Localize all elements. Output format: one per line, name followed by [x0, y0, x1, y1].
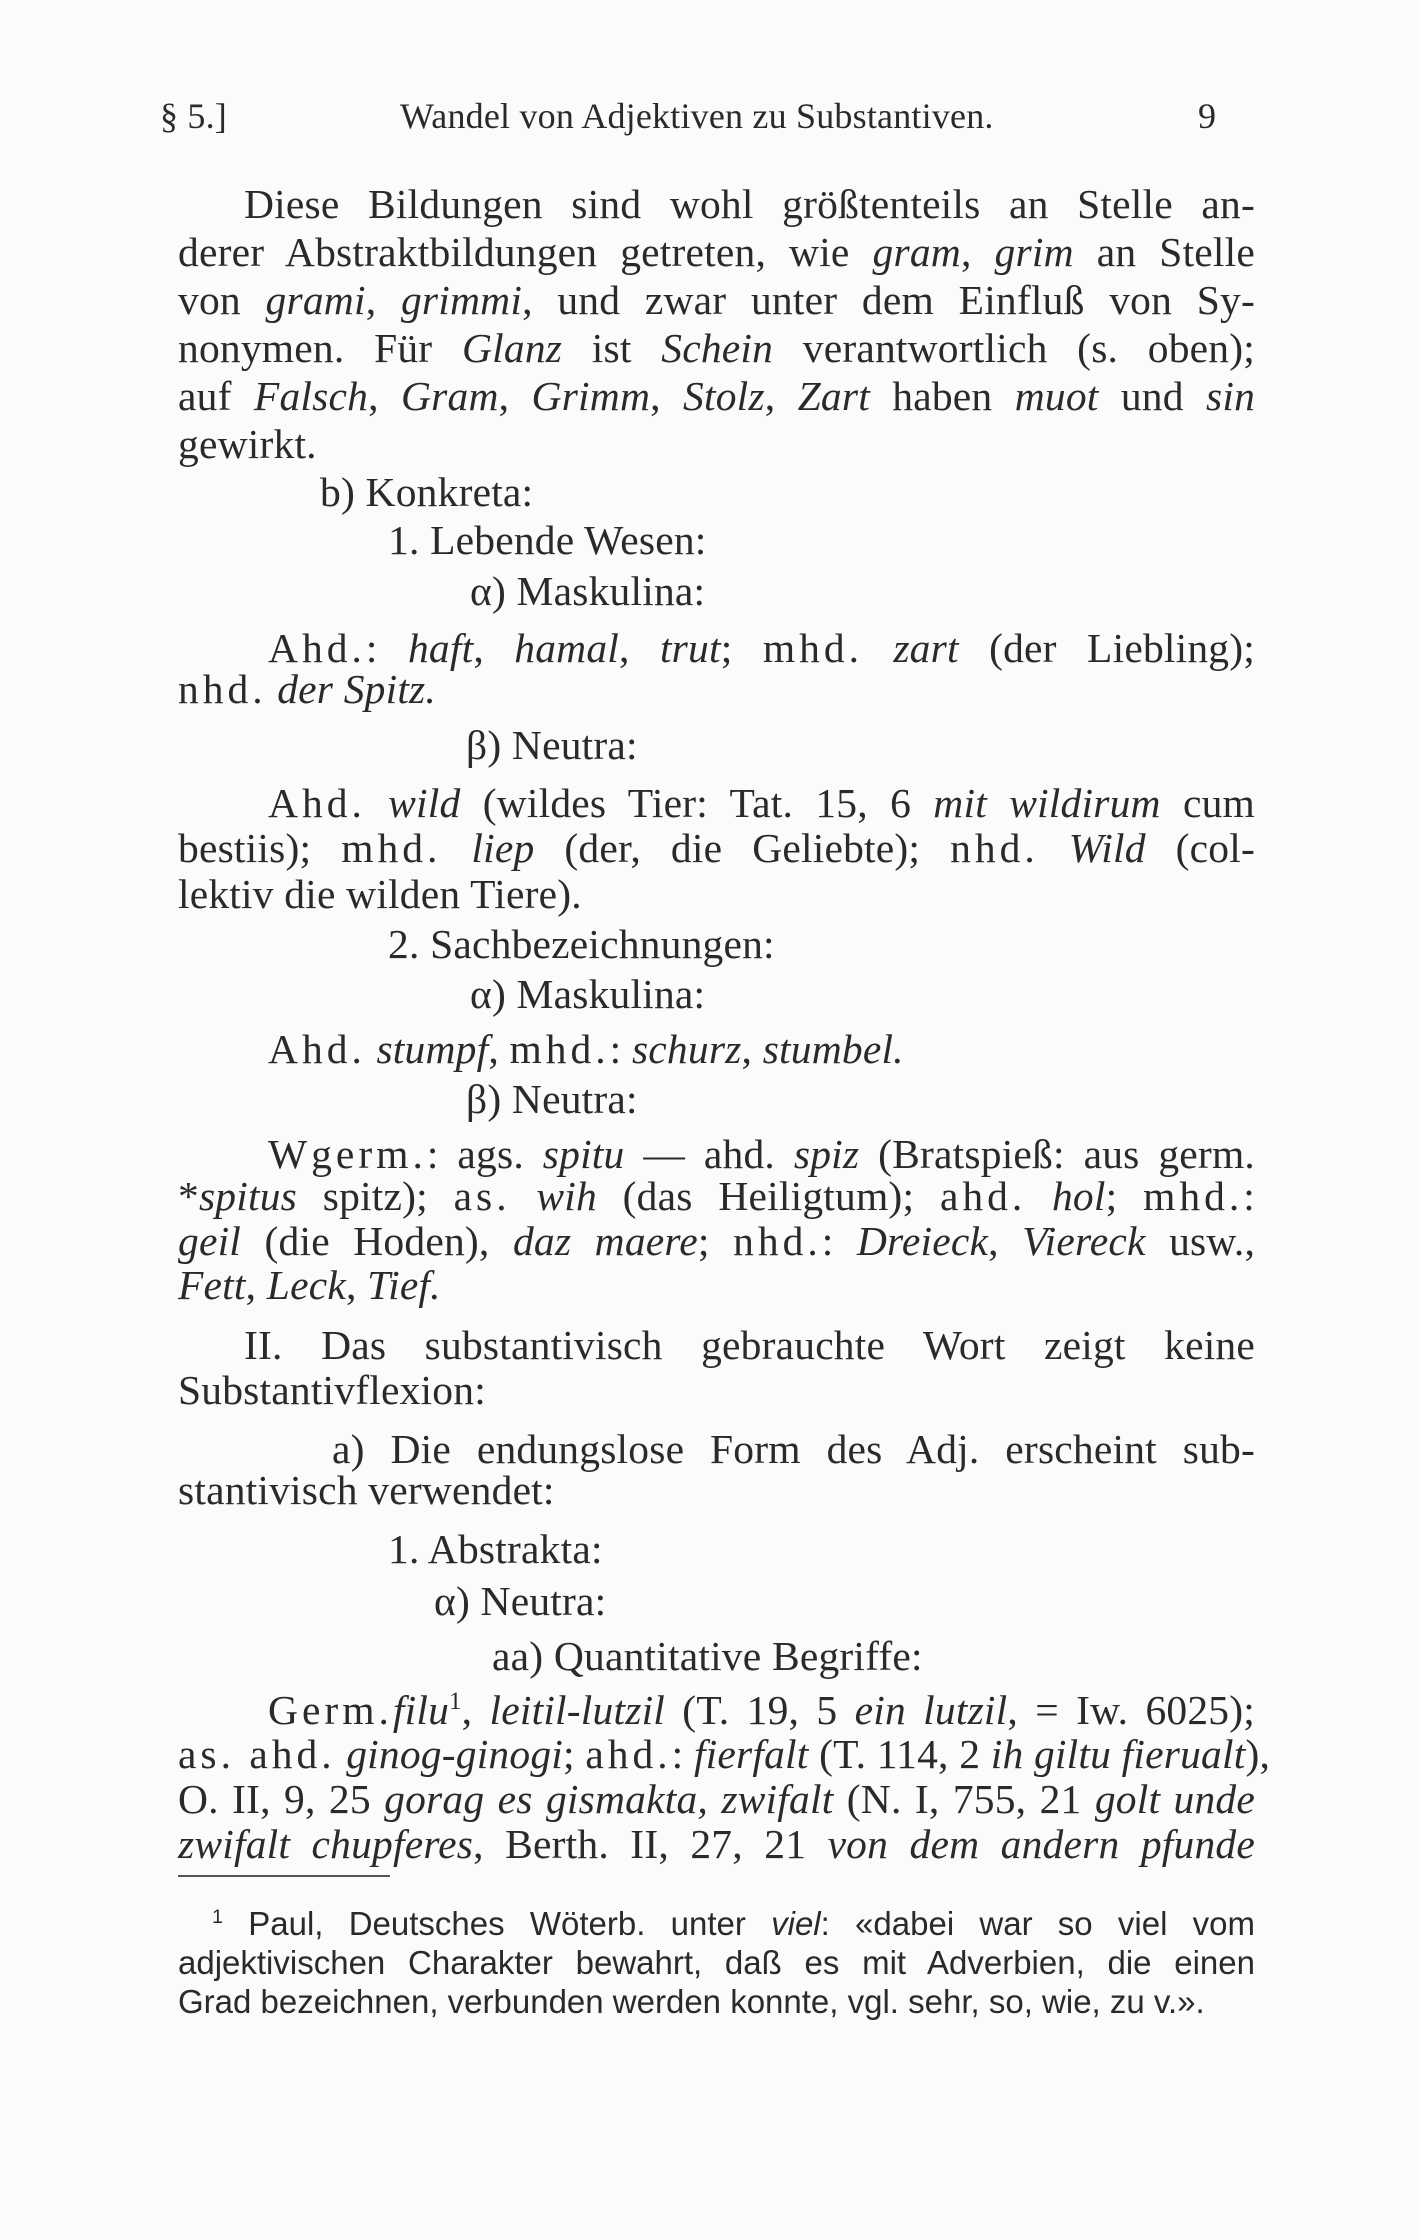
text-line: *spitus spitz); as. wih (das Heiligtum); ahd. hol; mhd.: [178, 1173, 1255, 1219]
footnote-mark: 1 [212, 1906, 224, 1928]
text-line: gewirkt. [178, 421, 317, 467]
footnote-divider [178, 1875, 390, 1877]
subheading: 1. Abstrakta: [388, 1526, 603, 1572]
subheading: b) Konkreta: [320, 469, 534, 515]
text-line: geil (die Hoden), daz maere; nhd.: Dreieck, Viereck usw., [178, 1218, 1256, 1264]
text-line: nhd. der Spitz. [178, 666, 436, 712]
running-title: Wandel von Adjektiven zu Substantiven. [400, 96, 994, 136]
text-line: von grami, grimmi, und zwar unter dem Einfluß von Sy- [178, 277, 1255, 323]
footnote-line: Grad bezeichnen, verbunden werden konnte, vgl. sehr, so, wie, zu v.». [178, 1983, 1205, 2020]
subheading: 2. Sachbezeichnungen: [388, 921, 775, 967]
text-line: Ahd.: haft, hamal, trut; mhd. zart (der Liebling); [268, 625, 1255, 671]
text-line: Ahd. wild (wildes Tier: Tat. 15, 6 mit wildirum cum [268, 780, 1256, 826]
text-line: Fett, Leck, Tief. [178, 1262, 441, 1308]
text-line: nonymen. Für Glanz ist Schein verantwortlich (s. oben); [178, 325, 1255, 371]
text-line: Ahd. stumpf, mhd.: schurz, stumbel. [268, 1026, 904, 1072]
subheading: α) Maskulina: [470, 568, 706, 614]
footnote-line: adjektivischen Charakter bewahrt, daß es mit Adverbien, die einen [178, 1944, 1255, 1981]
subheading: β) Neutra: [466, 1076, 638, 1122]
text-line: Wgerm.: ags. spitu — ahd. spiz (Bratspieß: aus germ. [268, 1131, 1256, 1177]
text-line: bestiis); mhd. liep (der, die Geliebte); nhd. Wild (col- [178, 825, 1255, 871]
text-line: Germ.filu$^1$, leitil-lutzil (T. 19, 5 ein lutzil, = Iw. 6025); [268, 1687, 1255, 1733]
text-line: Substantivflexion: [178, 1367, 486, 1413]
text-line: II. Das substantivisch gebrauchte Wort zeigt keine [244, 1322, 1255, 1368]
text-line: a) Die endungslose Form des Adj. erscheint sub- [332, 1426, 1255, 1472]
subheading: α) Neutra: [434, 1578, 607, 1624]
subheading: β) Neutra: [466, 722, 638, 768]
text-line: auf Falsch, Gram, Grimm, Stolz, Zart haben muot und sin [178, 373, 1256, 419]
text-line: Diese Bildungen sind wohl größtenteils an Stelle an- [244, 181, 1255, 227]
text-line: lektiv die wilden Tiere). [178, 871, 582, 917]
text-line: O. II, 9, 25 gorag es gismakta, zwifalt (N. I, 755, 21 golt unde [178, 1776, 1255, 1822]
text-line: derer Abstraktbildungen getreten, wie gram, grim an Stelle [178, 229, 1256, 275]
text-line: as. ahd. ginog-ginogi; ahd.: fierfalt (T. 114, 2 ih giltu fierualt), [178, 1731, 1271, 1777]
page-number: 9 [1198, 96, 1217, 136]
text-line: stantivisch verwendet: [178, 1467, 555, 1513]
footnote-ref[interactable]: 1 [449, 1688, 462, 1716]
text-line: zwifalt chupferes, Berth. II, 27, 21 von dem andern pfunde [178, 1821, 1255, 1867]
subheading: aa) Quantitative Begriffe: [492, 1633, 923, 1679]
footnote-line: $^1$ Paul, Deutsches Wöterb. unter viel: «dabei war so viel vom [212, 1905, 1255, 1942]
subheading: α) Maskulina: [470, 971, 706, 1017]
section-marker: § 5.] [160, 96, 227, 136]
subheading: 1. Lebende Wesen: [388, 517, 707, 563]
